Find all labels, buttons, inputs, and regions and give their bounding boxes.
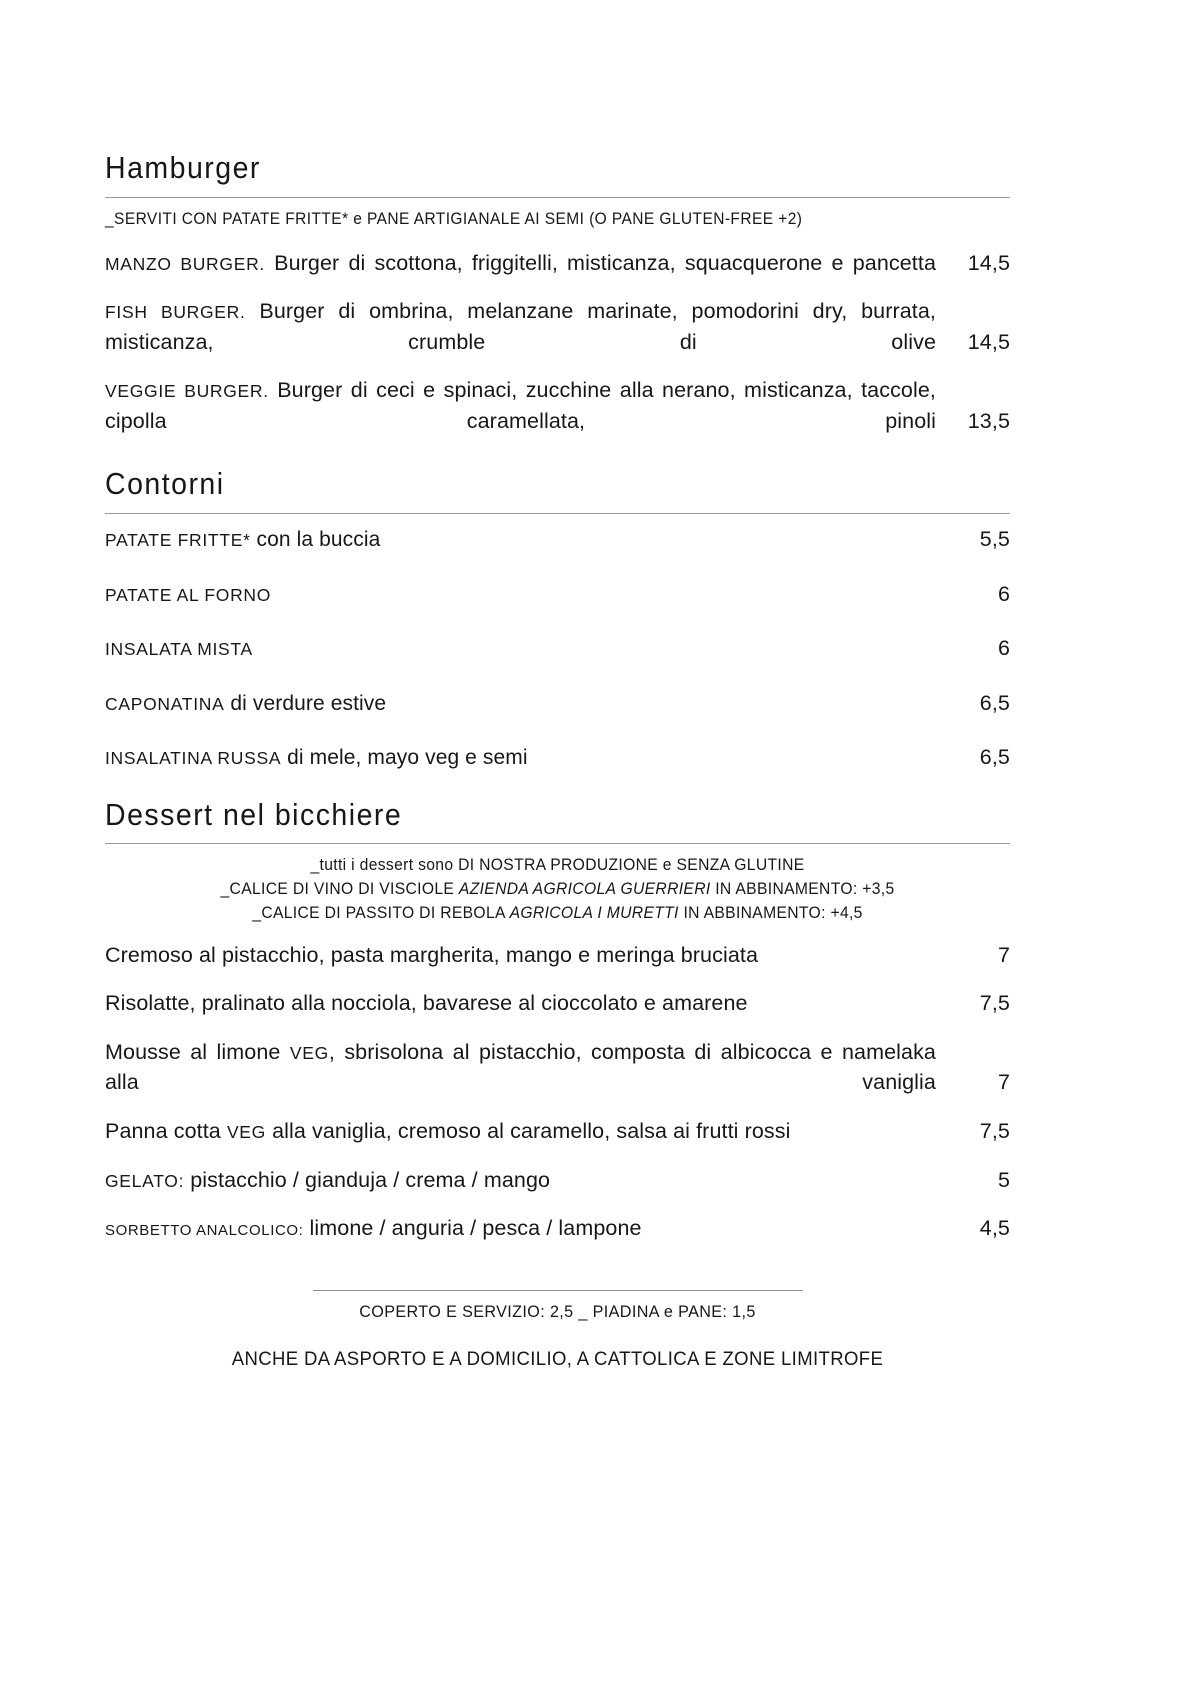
- dessert-notes: [105, 854, 1010, 926]
- section-hamburger: [105, 150, 1010, 436]
- note-prefix: _CALICE DI VINO DI VISCIOLE: [220, 880, 459, 899]
- item-price: 7: [997, 1070, 1010, 1095]
- item-price: 4,5: [979, 1216, 1010, 1241]
- section-contorni: [105, 466, 1010, 772]
- item-name: GELATO:: [105, 1170, 185, 1191]
- item-price: 14,5: [967, 250, 1010, 275]
- item-description: con la buccia: [256, 528, 381, 551]
- item-price: 7: [997, 942, 1010, 967]
- dessert-note-wine-rebola: [128, 902, 988, 926]
- item-price: 6: [997, 581, 1010, 606]
- section-title-hamburger: Hamburger: [105, 150, 261, 185]
- item-price: 6,5: [979, 690, 1010, 715]
- item-price: 6: [997, 636, 1010, 661]
- section-divider: [105, 843, 1010, 844]
- item-description-prefix: Mousse al limone: [105, 1039, 290, 1064]
- item-name: FISH BURGER.: [105, 302, 246, 323]
- menu-item-patate-al-forno: [105, 579, 1010, 610]
- item-description: limone / anguria / pesca / lampone: [309, 1216, 642, 1241]
- section-title-dessert: Dessert nel bicchiere: [105, 796, 403, 832]
- item-description-suffix: , sbrisolona al pistacchio, composta di albicocca e namelaka alla vaniglia: [105, 1039, 936, 1095]
- menu-item-caponatina: [105, 688, 1010, 719]
- item-name: CAPONATINA: [105, 693, 225, 714]
- menu-content: [105, 150, 1010, 1371]
- veg-tag: VEG: [289, 1042, 329, 1063]
- menu-item-insalatina-russa: [105, 742, 1010, 773]
- menu-item-risolatte: [105, 988, 1010, 1019]
- item-price: 14,5: [967, 329, 1010, 354]
- footer-coperto-servizio: COPERTO E SERVIZIO: 2,5 _ PIADINA e PANE: 1,5: [359, 1301, 756, 1321]
- item-name: INSALATA MISTA: [105, 639, 253, 660]
- item-description: Risolatte, pralinato alla nocciola, bavarese al cioccolato e amarene: [105, 991, 748, 1016]
- item-price: 5,5: [979, 527, 1010, 551]
- item-description-prefix: Panna cotta: [105, 1118, 227, 1143]
- menu-item-mousse-limone: [105, 1037, 1010, 1098]
- footer-divider: [313, 1290, 803, 1291]
- item-name: INSALATINA RUSSA: [105, 748, 282, 769]
- menu-item-patate-fritte: [105, 524, 1010, 555]
- veg-tag: VEG: [226, 1121, 266, 1142]
- item-price: 7,5: [979, 1118, 1010, 1143]
- item-name: MANZO BURGER.: [105, 253, 265, 274]
- item-name: PATATE AL FORNO: [105, 584, 272, 605]
- item-name: PATATE FRITTE*: [105, 530, 251, 550]
- note-producer: AZIENDA AGRICOLA GUERRIERI: [458, 880, 711, 899]
- menu-item-manzo-burger: [105, 248, 1010, 279]
- item-description: pistacchio / gianduja / crema / mango: [190, 1167, 551, 1192]
- item-price: 13,5: [967, 408, 1010, 433]
- item-description: Burger di ombrina, melanzane marinate, pomodorini dry, burrata, misticanza, crumble di olive: [105, 299, 937, 354]
- menu-item-sorbetto: [105, 1213, 1010, 1244]
- note-prefix: _CALICE DI PASSITO DI REBOLA: [252, 904, 510, 922]
- item-name: SORBETTO ANALCOLICO:: [105, 1222, 304, 1240]
- menu-item-panna-cotta: [105, 1116, 1010, 1147]
- item-description: di verdure estive: [230, 691, 387, 715]
- item-name: VEGGIE BURGER.: [105, 381, 269, 402]
- note-suffix: IN ABBINAMENTO: +3,5: [710, 880, 895, 899]
- menu-item-veggie-burger: [105, 375, 1010, 436]
- dessert-note-wine-visciole: [128, 878, 988, 902]
- section-divider: [105, 197, 1010, 198]
- item-description-suffix: alla vaniglia, cremoso al caramello, salsa ai frutti rossi: [266, 1118, 791, 1143]
- menu-item-gelato: [105, 1165, 1010, 1196]
- item-description: Cremoso al pistacchio, pasta margherita, mango e meringa bruciata: [105, 942, 759, 967]
- menu-item-cremoso-pistacchio: [105, 940, 1010, 971]
- section-divider: [105, 513, 1010, 514]
- note-producer: AGRICOLA I MURETTI: [509, 904, 679, 922]
- item-description: Burger di ceci e spinaci, zucchine alla nerano, misticanza, taccole, cipolla caramellata, pinoli: [105, 378, 936, 433]
- hamburger-note: _SERVITI CON PATATE FRITTE* e PANE ARTIGIANALE AI SEMI (O PANE GLUTEN-FREE +2): [105, 209, 803, 228]
- item-price: 7,5: [979, 991, 1010, 1016]
- menu-item-fish-burger: [105, 296, 1010, 357]
- item-description: di mele, mayo veg e semi: [287, 746, 528, 770]
- menu-item-insalata-mista: [105, 633, 1010, 664]
- footer-delivery-info: ANCHE DA ASPORTO E A DOMICILIO, A CATTOLICA E ZONE LIMITROFE: [231, 1347, 884, 1370]
- dessert-note-production: _tutti i dessert sono DI NOSTRA PRODUZIONE e SENZA GLUTINE: [310, 856, 805, 875]
- item-description: Burger di scottona, friggitelli, misticanza, squacquerone e pancetta: [274, 250, 936, 275]
- note-suffix: IN ABBINAMENTO: +4,5: [678, 904, 863, 922]
- menu-footer: [105, 1290, 1010, 1371]
- item-price: 5: [997, 1167, 1010, 1192]
- section-title-contorni: Contorni: [105, 466, 225, 502]
- section-dessert: [105, 797, 1010, 1244]
- item-price: 6,5: [979, 745, 1010, 770]
